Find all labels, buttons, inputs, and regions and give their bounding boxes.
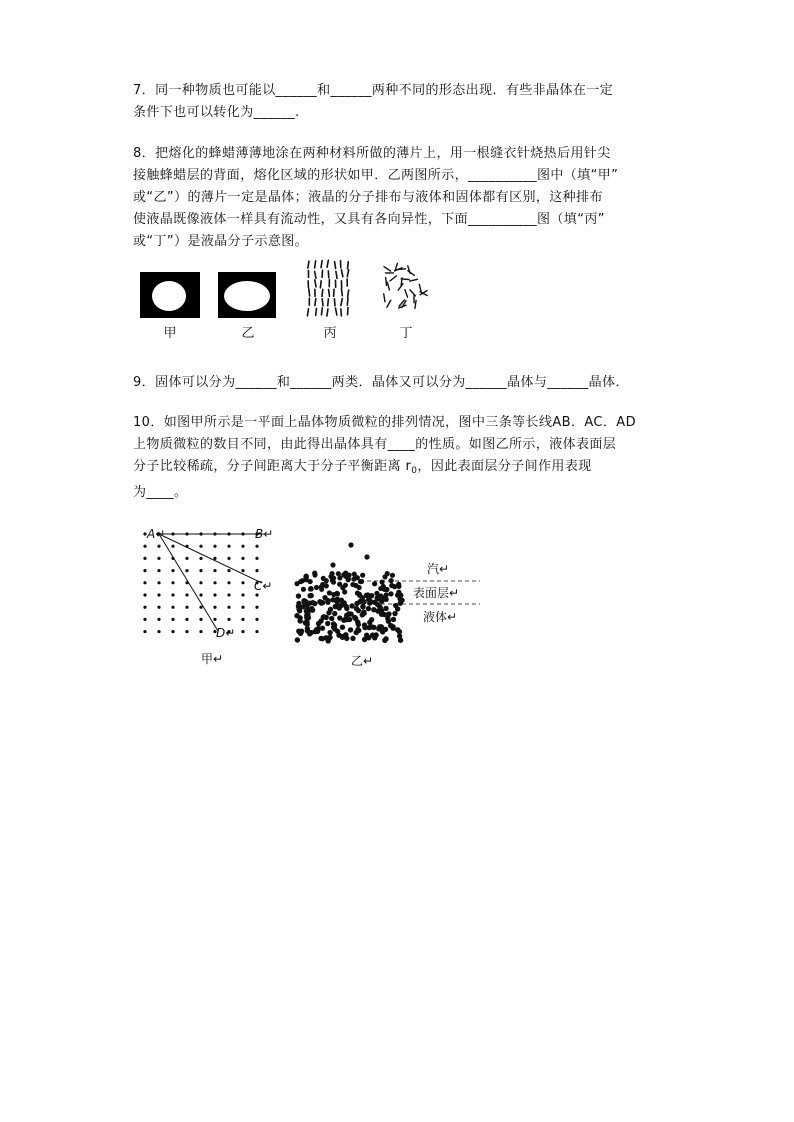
molecule-dash (390, 276, 396, 281)
label-d: D↵ (216, 626, 236, 640)
lattice-particle (199, 569, 202, 572)
molecule-dash (328, 299, 329, 306)
liquid-molecule (390, 625, 395, 630)
molecule-dash (341, 270, 342, 277)
liquid-molecule (383, 606, 388, 611)
lattice-particle (171, 630, 174, 633)
q10-line-3-text-end: ，因此表面层分子间作用表现 (417, 459, 592, 474)
q10-line-3 (133, 456, 678, 482)
molecule-dash (384, 267, 391, 271)
label-a: A↵ (147, 527, 166, 541)
liquid-molecule (336, 605, 341, 610)
surface-molecule (379, 579, 384, 584)
lattice-particle (241, 606, 244, 609)
lattice-particle (255, 545, 258, 548)
liquid-molecule (344, 617, 349, 622)
surface-molecule (360, 573, 365, 578)
caption-yi: 乙↵ (351, 654, 374, 668)
surface-molecule (350, 582, 355, 587)
liquid-molecule (395, 606, 400, 611)
liquid-molecule (344, 636, 349, 641)
lattice-particle (241, 569, 244, 572)
surface-molecule (389, 578, 394, 583)
liquid-molecules (294, 542, 404, 643)
surface-molecule (308, 586, 313, 591)
liquid-molecule (346, 611, 351, 616)
liquid-molecule (361, 611, 366, 616)
liquid-molecule (337, 615, 342, 620)
liquid-molecule (348, 627, 353, 632)
molecule-dash (408, 271, 414, 276)
liquid-molecule (362, 625, 367, 630)
q10-line-3-text: 分子比较稀疏，分子间距离大于分子平衡距离 r (133, 459, 412, 474)
liquid-molecule (368, 598, 373, 603)
lattice-particle (143, 569, 146, 572)
lattice-particle (171, 618, 174, 621)
molecule-dash (387, 282, 389, 290)
surface-molecule (304, 577, 309, 582)
molecule-dash (410, 279, 418, 281)
lattice-particle (199, 593, 202, 596)
liquid-molecule (395, 627, 400, 632)
lattice-particle (213, 557, 216, 560)
lattice-particle (143, 618, 146, 621)
lattice-particle (241, 581, 244, 584)
label-b: B↵ (255, 527, 274, 541)
lattice-particle (171, 593, 174, 596)
lattice-particle (157, 581, 160, 584)
molecule-figure-ding (380, 262, 430, 314)
lattice-particle (213, 581, 216, 584)
lattice-particle (171, 545, 174, 548)
lattice-particle (199, 581, 202, 584)
lattice-particle (157, 606, 160, 609)
liquid-molecule (324, 635, 329, 640)
q8-line-2: 接触蜂蜡层的背面，熔化区域的形状如甲．乙两图所示，__________图中（填“甲” (133, 168, 619, 183)
liquid-molecule (341, 600, 346, 605)
molecule-dash (341, 289, 342, 296)
molecule-dash (341, 309, 342, 316)
liquid-molecule (383, 636, 388, 641)
lattice-particle (213, 593, 216, 596)
liquid-molecule (344, 606, 349, 611)
liquid-molecule (295, 637, 300, 642)
lattice-particle (255, 593, 258, 596)
lattice-particle (241, 557, 244, 560)
molecule-dash (348, 290, 349, 297)
liquid-molecule (297, 618, 302, 623)
liquid-molecule (330, 597, 335, 602)
lattice-particle (171, 606, 174, 609)
molecule-dash (347, 270, 348, 277)
lattice-particle (199, 618, 202, 621)
q10-line-2: 上物质微粒的数目不同，由此得出晶体具有____的性质。如图乙所示，液体表面层 (133, 437, 617, 452)
label-c: C↵ (254, 579, 273, 593)
q9-line-1: 9．固体可以分为______和______两类．晶体又可以分为______晶体与______晶体． (133, 375, 629, 390)
lattice-particle (227, 569, 230, 572)
question-10 (133, 412, 678, 504)
liquid-molecule (312, 601, 317, 606)
lattice-particle (157, 569, 160, 572)
surface-molecule (396, 584, 401, 589)
liquid-molecule (321, 615, 326, 620)
liquid-molecule (354, 601, 359, 606)
molecule-dash (419, 284, 421, 292)
lattice-particle (185, 606, 188, 609)
lattice-particle (213, 618, 216, 621)
lattice-particle (157, 618, 160, 621)
liquid-molecule (398, 638, 403, 643)
lattice-particle (199, 545, 202, 548)
lattice-particle (185, 569, 188, 572)
lattice-particle (157, 545, 160, 548)
lattice-particle (185, 557, 188, 560)
liquid-molecule (318, 636, 323, 641)
liquid-label: 液体↵ (423, 610, 458, 624)
lattice-particle (227, 606, 230, 609)
liquid-molecule (327, 630, 332, 635)
molecule-dash (405, 290, 408, 298)
surface-molecule (320, 582, 325, 587)
liquid-molecule (366, 635, 371, 640)
liquid-molecule (352, 615, 357, 620)
caption-jia: 甲↵ (201, 652, 224, 666)
liquid-molecule (332, 611, 337, 616)
molecule-dash (315, 299, 316, 306)
wax-melt-figure-jia (140, 272, 200, 318)
liquid-molecule (305, 628, 310, 633)
liquid-molecule (296, 601, 301, 606)
lattice-particle (185, 593, 188, 596)
liquid-molecule (360, 604, 365, 609)
lattice-particle (185, 630, 188, 633)
lattice-particle (213, 606, 216, 609)
surface-molecule (359, 579, 364, 584)
liquid-molecule (355, 627, 360, 632)
liquid-molecule (332, 623, 337, 628)
surface-molecule (385, 571, 390, 576)
q7-line-2: 条件下也可以转化为______. (133, 105, 300, 120)
lattice-particle (157, 630, 160, 633)
molecule-dash (401, 279, 409, 280)
molecule-dash (347, 298, 348, 305)
liquid-molecule (296, 593, 301, 598)
liquid-molecule (356, 608, 361, 613)
liquid-molecule (376, 626, 381, 631)
liquid-molecule (325, 599, 330, 604)
liquid-molecule (371, 625, 376, 630)
q10-line-4: 为____。 (133, 485, 188, 500)
molecule-dash (327, 309, 328, 316)
liquid-molecule (298, 631, 303, 636)
surface-molecule (343, 570, 348, 575)
molecule-dash (308, 261, 309, 268)
lattice-particle (241, 545, 244, 548)
lattice-particle (241, 618, 244, 621)
liquid-molecule (325, 621, 330, 626)
lattice-particle (227, 545, 230, 548)
vapor-molecule (364, 554, 369, 559)
surface-molecule (294, 581, 299, 586)
lattice-particle (227, 581, 230, 584)
surface-molecule (336, 571, 341, 576)
molecule-dash (334, 299, 335, 306)
lattice-particle (255, 569, 258, 572)
figure-label-ding: 丁 (399, 326, 413, 341)
r0-subscript: 0 (411, 466, 418, 476)
liquid-molecule (391, 617, 396, 622)
surface-molecule (372, 581, 377, 586)
lattice-particle (199, 557, 202, 560)
melted-region-ellipse (224, 281, 270, 311)
surface-molecule (357, 585, 362, 590)
molecule-dash (327, 260, 328, 267)
molecule-dash (386, 278, 387, 286)
liquid-molecule (307, 601, 312, 606)
surface-layer-label: 表面层↵ (413, 586, 460, 600)
liquid-surface-figure (285, 535, 485, 670)
lattice-particle (255, 618, 258, 621)
molecule-dash (348, 262, 349, 269)
figure-label-bing: 丙 (323, 326, 337, 341)
molecule-dash (321, 308, 322, 315)
lattice-particle (213, 569, 216, 572)
liquid-molecule (382, 612, 387, 617)
figure-label-jia: 甲 (163, 326, 177, 341)
surface-molecule (388, 591, 393, 596)
lattice-particle (213, 545, 216, 548)
molecule-dash (341, 299, 342, 306)
molecule-dash (336, 271, 337, 278)
molecule-dash (384, 294, 385, 302)
q8-line-1: 8．把熔化的蜂蜡薄薄地涂在两种材料所做的薄片上，用一根缝衣针烧热后用针尖 (133, 146, 611, 161)
surface-molecule (312, 570, 317, 575)
liquid-molecule (356, 622, 361, 627)
lattice-particle (255, 630, 258, 633)
melted-region-circle (152, 281, 186, 311)
lattice-particle (185, 618, 188, 621)
liquid-molecule (361, 599, 366, 604)
q7-line-1: 7．同一种物质也可能以______和______两种不同的形态出现．有些非晶体在一定 (133, 83, 614, 98)
liquid-molecule (372, 635, 377, 640)
lattice-particle (143, 581, 146, 584)
molecule-dash (322, 299, 323, 306)
q8-line-5: 或“丁”）是液晶分子示意图。 (133, 234, 309, 249)
surface-molecule (390, 573, 395, 578)
question-8 (133, 143, 678, 253)
lattice-particle (143, 593, 146, 596)
molecule-dash (316, 308, 317, 315)
lattice-dots (143, 532, 258, 633)
liquid-molecule (378, 593, 383, 598)
lattice-particle (199, 606, 202, 609)
lattice-particle (157, 593, 160, 596)
molecule-dash (307, 309, 308, 316)
molecule-dash (335, 308, 336, 315)
lattice-particle (143, 606, 146, 609)
surface-molecule (301, 587, 306, 592)
liquid-molecule (328, 607, 333, 612)
molecule-dash (415, 300, 416, 308)
q8-line-3: 或“乙”）的薄片一定是晶体；液晶的分子排布与液体和固体都有区别，这种排布 (133, 190, 603, 205)
molecule-dash (315, 280, 316, 287)
liquid-molecule (317, 599, 322, 604)
lattice-particle (143, 557, 146, 560)
lattice-particle (227, 618, 230, 621)
figure-label-yi: 乙 (241, 326, 255, 341)
surface-molecule (340, 585, 345, 590)
lattice-particle (199, 630, 202, 633)
question-7 (133, 80, 678, 124)
molecule-dash (320, 281, 321, 288)
liquid-molecule (297, 608, 302, 613)
liquid-molecule (357, 592, 362, 597)
lattice-particle (171, 581, 174, 584)
liquid-molecule (320, 626, 325, 631)
liquid-molecule (398, 600, 403, 605)
vapor-molecule (348, 542, 353, 547)
lattice-particle (227, 557, 230, 560)
surface-molecule (330, 578, 335, 583)
liquid-molecule (307, 593, 312, 598)
wax-melt-figure-yi (218, 272, 276, 318)
liquid-molecule (316, 621, 321, 626)
surface-molecule (355, 575, 360, 580)
molecule-dash (335, 262, 336, 269)
surface-molecule (314, 585, 319, 590)
molecule-dash (315, 261, 316, 268)
molecule-dash (309, 289, 310, 296)
surface-molecule (331, 592, 336, 597)
lattice-particle (255, 606, 258, 609)
molecule-dash (315, 271, 316, 278)
liquid-molecule (309, 606, 314, 611)
surface-molecule (384, 587, 389, 592)
liquid-molecule (304, 607, 309, 612)
q8-line-4: 使液晶既像液体一样具有流动性，又具有各向异性，下面__________图（填“丙” (133, 212, 605, 227)
question-9 (133, 372, 678, 394)
lattice-particle (143, 545, 146, 548)
lattice-particle (157, 557, 160, 560)
lattice-particle (143, 630, 146, 633)
liquid-molecule (340, 625, 345, 630)
liquid-molecule (350, 636, 355, 641)
molecule-dash (398, 269, 406, 270)
vapor-label: 汽↵ (427, 562, 450, 576)
lattice-particle (171, 569, 174, 572)
q10-line-1: 10．如图甲所示是一平面上晶体物质微粒的排列情况，图中三条等长线AB．AC．AD (133, 415, 636, 430)
liquid-crystal-figure-bing (305, 258, 355, 318)
lattice-particle (241, 630, 244, 633)
vapor-molecule (330, 562, 335, 567)
lattice-particle (241, 593, 244, 596)
liquid-molecule (369, 617, 374, 622)
liquid-molecule (314, 627, 319, 632)
molecule-dash (328, 289, 329, 296)
molecule-dash (321, 261, 322, 268)
liquid-molecule (329, 616, 334, 621)
molecule-dash (322, 289, 323, 296)
molecule-dash (387, 300, 391, 307)
lattice-particle (255, 557, 258, 560)
crystal-lattice-figure (135, 520, 285, 670)
surface-molecule (346, 577, 351, 582)
liquid-molecule (365, 592, 370, 597)
liquid-molecule (392, 611, 397, 616)
surface-molecule (321, 576, 326, 581)
liquid-molecule (366, 606, 371, 611)
lattice-particle (227, 593, 230, 596)
